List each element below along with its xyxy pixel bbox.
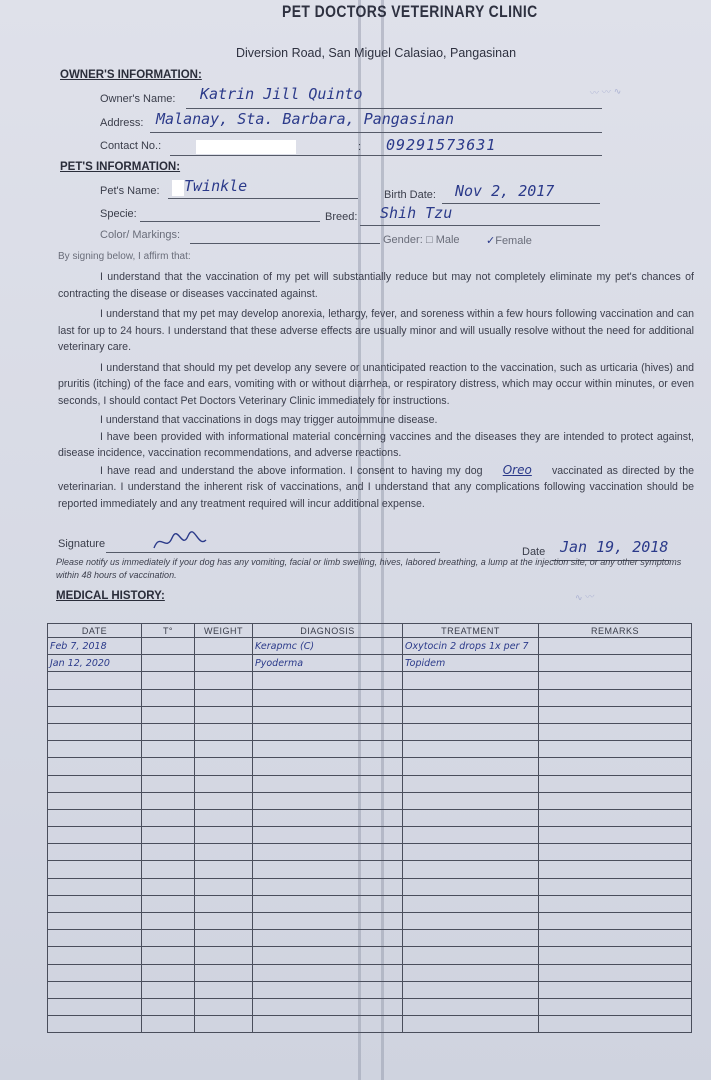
cell-date: Jan 12, 2020 [48,655,142,672]
table-row-empty [48,913,692,930]
cell-empty [48,878,142,895]
cell-treatment: Topidem [403,655,539,672]
cell-empty [142,861,195,878]
birth-date-label: Birth Date: [384,189,436,201]
consent-paragraph: I understand that my pet may develop anorexia, lethargy, fever, and soreness within a few hours following vaccination and can last for up to 24 hours. I understand that these adverse effects are usually minor and will usually resolve without the need for additional veterinary care. [58,308,694,353]
cell-empty [48,723,142,740]
cell-empty [195,792,253,809]
cell-empty [195,672,253,689]
table-row-empty [48,998,692,1015]
cell-empty [539,947,692,964]
cell-empty [142,913,195,930]
table-header-row [48,624,692,638]
cell-empty [48,913,142,930]
cell-empty [403,827,539,844]
consent-text: vaccinated as directed by the veterinarian. I understand the inherent risk of vaccinations, and I understand that any complications following vaccination should be reported immediately and any treatment required will incur additional expense. [58,464,694,510]
cell-empty [539,844,692,861]
cell-empty [539,792,692,809]
cell-empty [253,689,403,706]
gender-female-option [486,234,532,247]
cell-empty [403,844,539,861]
cell-empty [48,861,142,878]
cell-empty [539,689,692,706]
cell-empty [403,706,539,723]
cell-empty [142,930,195,947]
cell-empty [253,1016,403,1033]
cell-empty [539,861,692,878]
cell-temperature [142,655,195,672]
specie-label: Specie: [100,208,137,220]
cell-empty [195,913,253,930]
cell-empty [253,672,403,689]
cell-empty [539,706,692,723]
cell-empty [142,1016,195,1033]
cell-empty [142,775,195,792]
cell-empty [403,878,539,895]
cell-empty [142,895,195,912]
address-value: Malanay, Sta. Barbara, Pangasinan [156,110,455,128]
table-row-empty [48,723,692,740]
cell-empty [195,878,253,895]
cell-remarks [539,638,692,655]
cell-empty [195,1016,253,1033]
consent-paragraph: I have been provided with informational material concerning vaccines and the diseases they are intended to protect against, disease incidence, vaccination recommendations, and adverse reactions. [58,430,694,459]
table-row-empty [48,844,692,861]
cell-empty [48,792,142,809]
color-markings-line [190,243,380,244]
cell-remarks [539,655,692,672]
cell-empty [195,964,253,981]
cell-empty [253,706,403,723]
table-row-empty [48,964,692,981]
owner-name-label: Owner's Name: [100,93,176,105]
gender-male-option: □ Male [426,234,460,246]
cell-empty [48,844,142,861]
owner-name-line [186,108,602,109]
gender-female-label: Female [495,235,532,247]
checkmark-icon: ✓ [486,235,496,247]
table-row-empty [48,861,692,878]
cell-empty [253,723,403,740]
notify-note: Please notify us immediately if your dog has any vomiting, facial or limb swelling, hives, labored breathing, a lump at the injection site, or any other symptoms within 48 hours of vaccination. [56,557,682,580]
cell-empty [48,930,142,947]
cell-empty [142,981,195,998]
cell-empty [195,809,253,826]
specie-line [140,221,320,222]
birth-date-value: Nov 2, 2017 [455,182,555,200]
consent-intro: By signing below, I affirm that: [58,251,191,262]
consent-paragraph [58,462,694,513]
cell-empty [539,1016,692,1033]
cell-weight [195,655,253,672]
cell-empty [195,827,253,844]
column-header-date: DATE [48,624,142,638]
cell-empty [195,895,253,912]
cell-empty [539,930,692,947]
redaction-box [196,140,296,154]
cell-empty [142,741,195,758]
cell-empty [142,723,195,740]
table-row-empty [48,947,692,964]
cell-empty [539,998,692,1015]
clinic-name: PET DOCTORS VETERINARY CLINIC [282,2,538,21]
column-header-weight: WEIGHT [195,624,253,638]
cell-empty [403,792,539,809]
cell-empty [48,981,142,998]
table-row-empty [48,689,692,706]
cell-empty [195,844,253,861]
cell-empty [48,895,142,912]
cell-empty [253,775,403,792]
table-row-empty [48,792,692,809]
cell-empty [403,809,539,826]
cell-empty [403,895,539,912]
dog-name-value: Oreo [502,462,532,477]
pet-name-line [168,198,358,199]
cell-empty [539,827,692,844]
cell-empty [48,706,142,723]
cell-empty [539,981,692,998]
breed-value: Shih Tzu [380,204,453,222]
cell-empty [539,672,692,689]
cell-empty [253,878,403,895]
consent-paragraphs [58,269,694,512]
consent-paragraph: I understand that vaccinations in dogs may trigger autoimmune disease. [100,414,438,426]
pet-name-label: Pet's Name: [100,185,160,197]
cell-empty [403,1016,539,1033]
cell-empty [142,998,195,1015]
table-row-empty [48,706,692,723]
column-header-temperature: T° [142,624,195,638]
cell-empty [142,792,195,809]
cell-empty [403,947,539,964]
pet-section-title: PET'S INFORMATION: [60,161,181,173]
gender-label: Gender: [383,234,423,246]
cell-empty [142,706,195,723]
table-row-empty [48,878,692,895]
cell-empty [48,758,142,775]
table-row [48,655,692,672]
cell-empty [253,913,403,930]
cell-empty [142,964,195,981]
cell-empty [195,723,253,740]
cell-empty [195,775,253,792]
cell-empty [253,895,403,912]
cell-empty [48,998,142,1015]
cell-empty [48,672,142,689]
cell-empty [539,809,692,826]
cell-empty [195,706,253,723]
cell-empty [195,758,253,775]
cell-empty [48,1016,142,1033]
cell-empty [142,758,195,775]
signature-label: Signature [58,538,106,550]
cell-empty [539,878,692,895]
cell-empty [253,861,403,878]
cell-empty [253,981,403,998]
cell-empty [539,913,692,930]
consent-paragraph: I understand that should my pet develop any severe or unanticipated reaction to the vaccination, such as urticaria (hives) and pruritis (itching) of the face and ears, vomiting with or without diarrhea, or respiratory distress, which may occur within minutes, or even seconds, I should contact Pet Doctors Veterinary Clinic immediately for instructions. [58,361,694,407]
cell-empty [253,809,403,826]
address-line [150,132,602,133]
cell-empty [539,895,692,912]
cell-empty [142,844,195,861]
signature-scribble [150,530,210,554]
table-row-empty [48,758,692,775]
table-row [48,638,692,655]
cell-empty [403,981,539,998]
cell-empty [195,998,253,1015]
cell-date: Feb 7, 2018 [48,638,142,655]
cell-empty [403,964,539,981]
column-header-treatment: TREATMENT [403,624,539,638]
cell-empty [253,964,403,981]
cell-empty [48,741,142,758]
date-value: Jan 19, 2018 [560,538,669,556]
table-row-empty [48,930,692,947]
cell-empty [142,947,195,964]
cell-diagnosis: Pyoderma [253,655,403,672]
consent-text: I have read and understand the above information. I consent to having my dog [100,464,483,477]
cell-weight [195,638,253,655]
clinic-address: Diversion Road, San Miguel Calasiao, Pangasinan [236,46,517,60]
cell-empty [403,775,539,792]
owner-section-title: OWNER'S INFORMATION: [60,69,202,81]
table-row-empty [48,895,692,912]
cell-empty [142,827,195,844]
cell-empty [253,827,403,844]
cell-empty [253,792,403,809]
cell-empty [403,689,539,706]
cell-diagnosis: Kerapmc (C) [253,638,403,655]
cell-empty [253,998,403,1015]
contact-label: Contact No.: [100,140,162,152]
table-row-empty [48,672,692,689]
owner-name-value: Katrin Jill Quinto [200,85,363,103]
cell-empty [253,844,403,861]
contact-separator: : [358,141,362,153]
cell-empty [195,981,253,998]
cell-empty [539,723,692,740]
medical-history-table [47,623,692,1033]
cell-empty [403,913,539,930]
cell-empty [48,689,142,706]
birth-date-line [442,203,600,204]
bleed-through-marks: 〰 〰 ∿ [589,86,622,100]
column-header-remarks: REMARKS [539,624,692,638]
cell-empty [48,827,142,844]
cell-treatment: Oxytocin 2 drops 1x per 7 [403,638,539,655]
contact-line [170,155,602,156]
bleed-through-marks: ∿ 〰 [574,592,595,604]
cell-empty [403,723,539,740]
table-row-empty [48,741,692,758]
cell-empty [539,775,692,792]
cell-empty [195,947,253,964]
color-markings-label: Color/ Markings: [100,229,181,241]
cell-empty [142,878,195,895]
cell-empty [539,758,692,775]
cell-empty [195,741,253,758]
table-row-empty [48,775,692,792]
contact-value: 09291573631 [386,136,497,154]
cell-empty [403,861,539,878]
cell-empty [403,672,539,689]
column-header-diagnosis: DIAGNOSIS [253,624,403,638]
breed-line [360,225,600,226]
cell-empty [142,809,195,826]
cell-empty [142,689,195,706]
cell-empty [48,964,142,981]
cell-empty [195,930,253,947]
cell-empty [253,758,403,775]
cell-empty [403,930,539,947]
table-row-empty [48,827,692,844]
cell-empty [403,998,539,1015]
breed-label: Breed: [325,211,358,223]
cell-temperature [142,638,195,655]
cell-empty [48,947,142,964]
cell-empty [48,775,142,792]
pet-name-value: Twinkle [184,177,248,195]
cell-empty [403,758,539,775]
table-row-empty [48,1016,692,1033]
cell-empty [253,947,403,964]
address-label: Address: [100,117,144,129]
cell-empty [253,930,403,947]
cell-empty [539,964,692,981]
date-label: Date [522,546,546,558]
cell-empty [195,861,253,878]
consent-paragraph: I understand that the vaccination of my pet will substantially reduce but may not completely eliminate my pet's chances of contracting the disease or diseases vaccinated against. [58,271,694,300]
cell-empty [195,689,253,706]
table-row-empty [48,809,692,826]
cell-empty [253,741,403,758]
cell-empty [539,741,692,758]
medical-section-title: MEDICAL HISTORY: [56,590,165,602]
cell-empty [403,741,539,758]
table-row-empty [48,981,692,998]
redaction-box [172,180,184,196]
cell-empty [142,672,195,689]
cell-empty [48,809,142,826]
